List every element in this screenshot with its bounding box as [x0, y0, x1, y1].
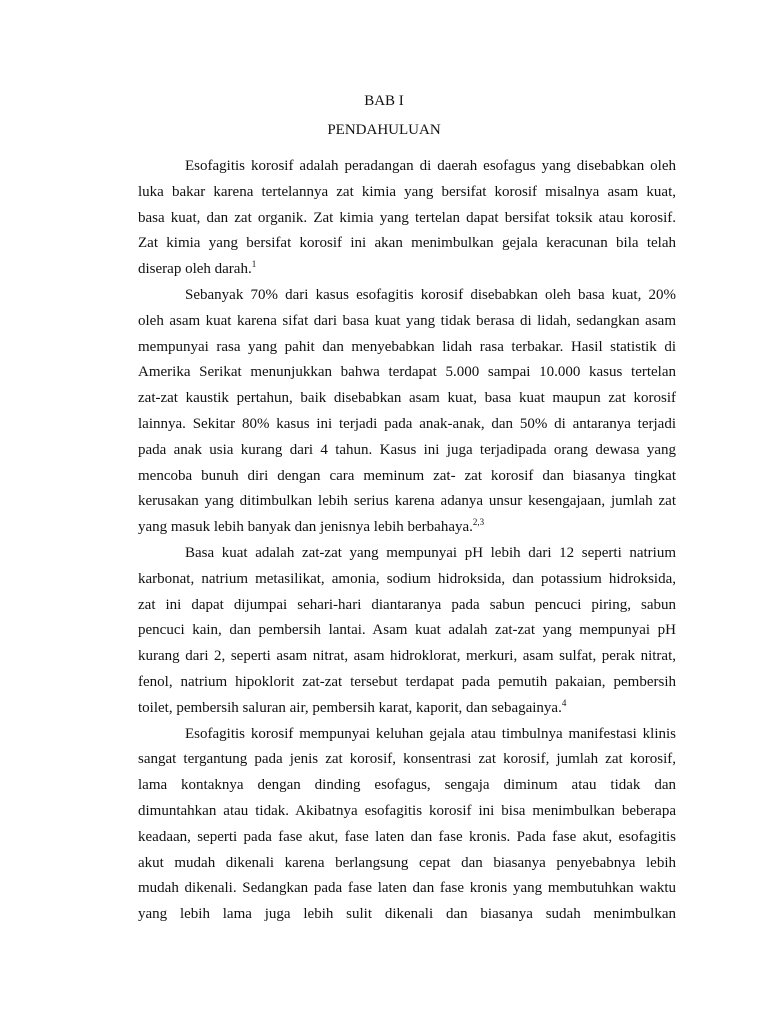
citation-marker: 2,3 — [472, 517, 485, 528]
text-line: mudah dikenali. Sedangkan pada fase laten dan fase kronis yang membutuhkan waktu — [138, 880, 676, 897]
text-line: karbonat, natrium metasilikat, amonia, sodium hidroksida, dan potassium hidroksida, — [138, 570, 676, 587]
text-line: zat-zat kaustik pertahun, baik disebabkan asam kuat, basa kuat maupun zat korosif — [138, 390, 676, 407]
text-line: mempunyai rasa yang pahit dan menyebabkan lidah rasa terbakar. Hasil statistik di — [138, 338, 676, 355]
text-line: pencuci kain, dan pembersih lantai. Asam kuat adalah zat-zat yang mempunyai pH — [138, 622, 676, 639]
text-line-content: diserap oleh darah. — [138, 261, 252, 278]
text-line: Zat kimia yang bersifat korosif ini akan menimbulkan gejala keracunan bila telah — [138, 235, 676, 252]
text-line-last — [138, 696, 676, 722]
text-line: dimuntahkan atau tidak. Akibatnya esofagitis korosif ini bisa menimbulkan beberapa — [138, 802, 676, 819]
text-line: keadaan, seperti pada fase akut, fase laten dan fase kronis. Pada fase akut, esofagitis — [138, 828, 676, 845]
text-line: pada anak usia kurang dari 4 tahun. Kasus ini juga terjadipada orang dewasa yang — [138, 441, 676, 458]
chapter-number: BAB I — [364, 93, 404, 109]
text-line: kerusakan yang ditimbulkan lebih serius karena adanya unsur kesengajaan, jumlah zat — [138, 493, 676, 510]
text-line: zat ini dapat dijumpai sehari-hari diantaranya pada sabun pencuci piring, sabun — [138, 596, 676, 613]
text-line: Esofagitis korosif mempunyai keluhan gejala atau timbulnya manifestasi klinis — [185, 725, 676, 742]
text-line: basa kuat, dan zat organik. Zat kimia yang tertelan dapat bersifat toksik atau korosif. — [138, 209, 676, 226]
text-line-content: yang masuk lebih banyak dan jenisnya lebih berbahaya. — [138, 519, 473, 536]
text-line: kurang dari 2, seperti asam nitrat, asam hidroklorat, merkuri, asam sulfat, perak nitrat, — [138, 648, 676, 665]
paragraph-2 — [138, 283, 676, 541]
text-line: lama kontaknya dengan dinding esofagus, sengaja diminum atau tidak dan — [138, 777, 676, 794]
citation-marker: 1 — [251, 259, 257, 270]
text-line: yang lebih lama juga lebih sulit dikenali dan biasanya sudah menimbulkan — [138, 906, 676, 923]
body-text — [138, 154, 676, 928]
text-line: Esofagitis korosif adalah peradangan di daerah esofagus yang disebabkan oleh — [185, 158, 676, 174]
paragraph-4 — [138, 722, 676, 928]
text-line: Sebanyak 70% dari kasus esofagitis korosif disebabkan oleh basa kuat, 20% — [185, 286, 676, 303]
text-line: luka bakar karena tertelannya zat kimia yang bersifat korosif misalnya asam kuat, — [138, 183, 676, 200]
text-line: mencoba bunuh diri dengan cara meminum zat- zat korosif dan biasanya tingkat — [138, 467, 676, 484]
text-line-content: toilet, pembersih saluran air, pembersih karat, kaporit, dan sebagainya. — [138, 699, 562, 716]
text-line: Basa kuat adalah zat-zat yang mempunyai pH lebih dari 12 seperti natrium — [185, 544, 676, 561]
paragraph-3 — [138, 541, 676, 722]
text-line-last — [138, 257, 676, 283]
citation-marker: 4 — [561, 697, 567, 708]
text-line: lainnya. Sekitar 80% kasus ini terjadi pada anak-anak, dan 50% di antaranya terjadi — [138, 415, 676, 432]
text-line-last — [138, 515, 676, 541]
paragraph-1 — [138, 154, 676, 283]
text-line: sangat tergantung pada jenis zat korosif, konsentrasi zat korosif, jumlah zat korosif, — [138, 751, 676, 768]
chapter-title: PENDAHULUAN — [327, 122, 441, 138]
text-line: oleh asam kuat karena sifat dari basa kuat yang tidak berasa di lidah, sedangkan asam — [138, 312, 676, 329]
text-line: fenol, natrium hipoklorit zat-zat tersebut terdapat pada pemutih pakaian, pembersih — [138, 673, 676, 690]
text-line: akut mudah dikenali karena berlangsung cepat dan biasanya penyebabnya lebih — [138, 854, 676, 871]
text-line: Amerika Serikat menunjukkan bahwa terdapat 5.000 sampai 10.000 kasus tertelan — [138, 364, 676, 381]
